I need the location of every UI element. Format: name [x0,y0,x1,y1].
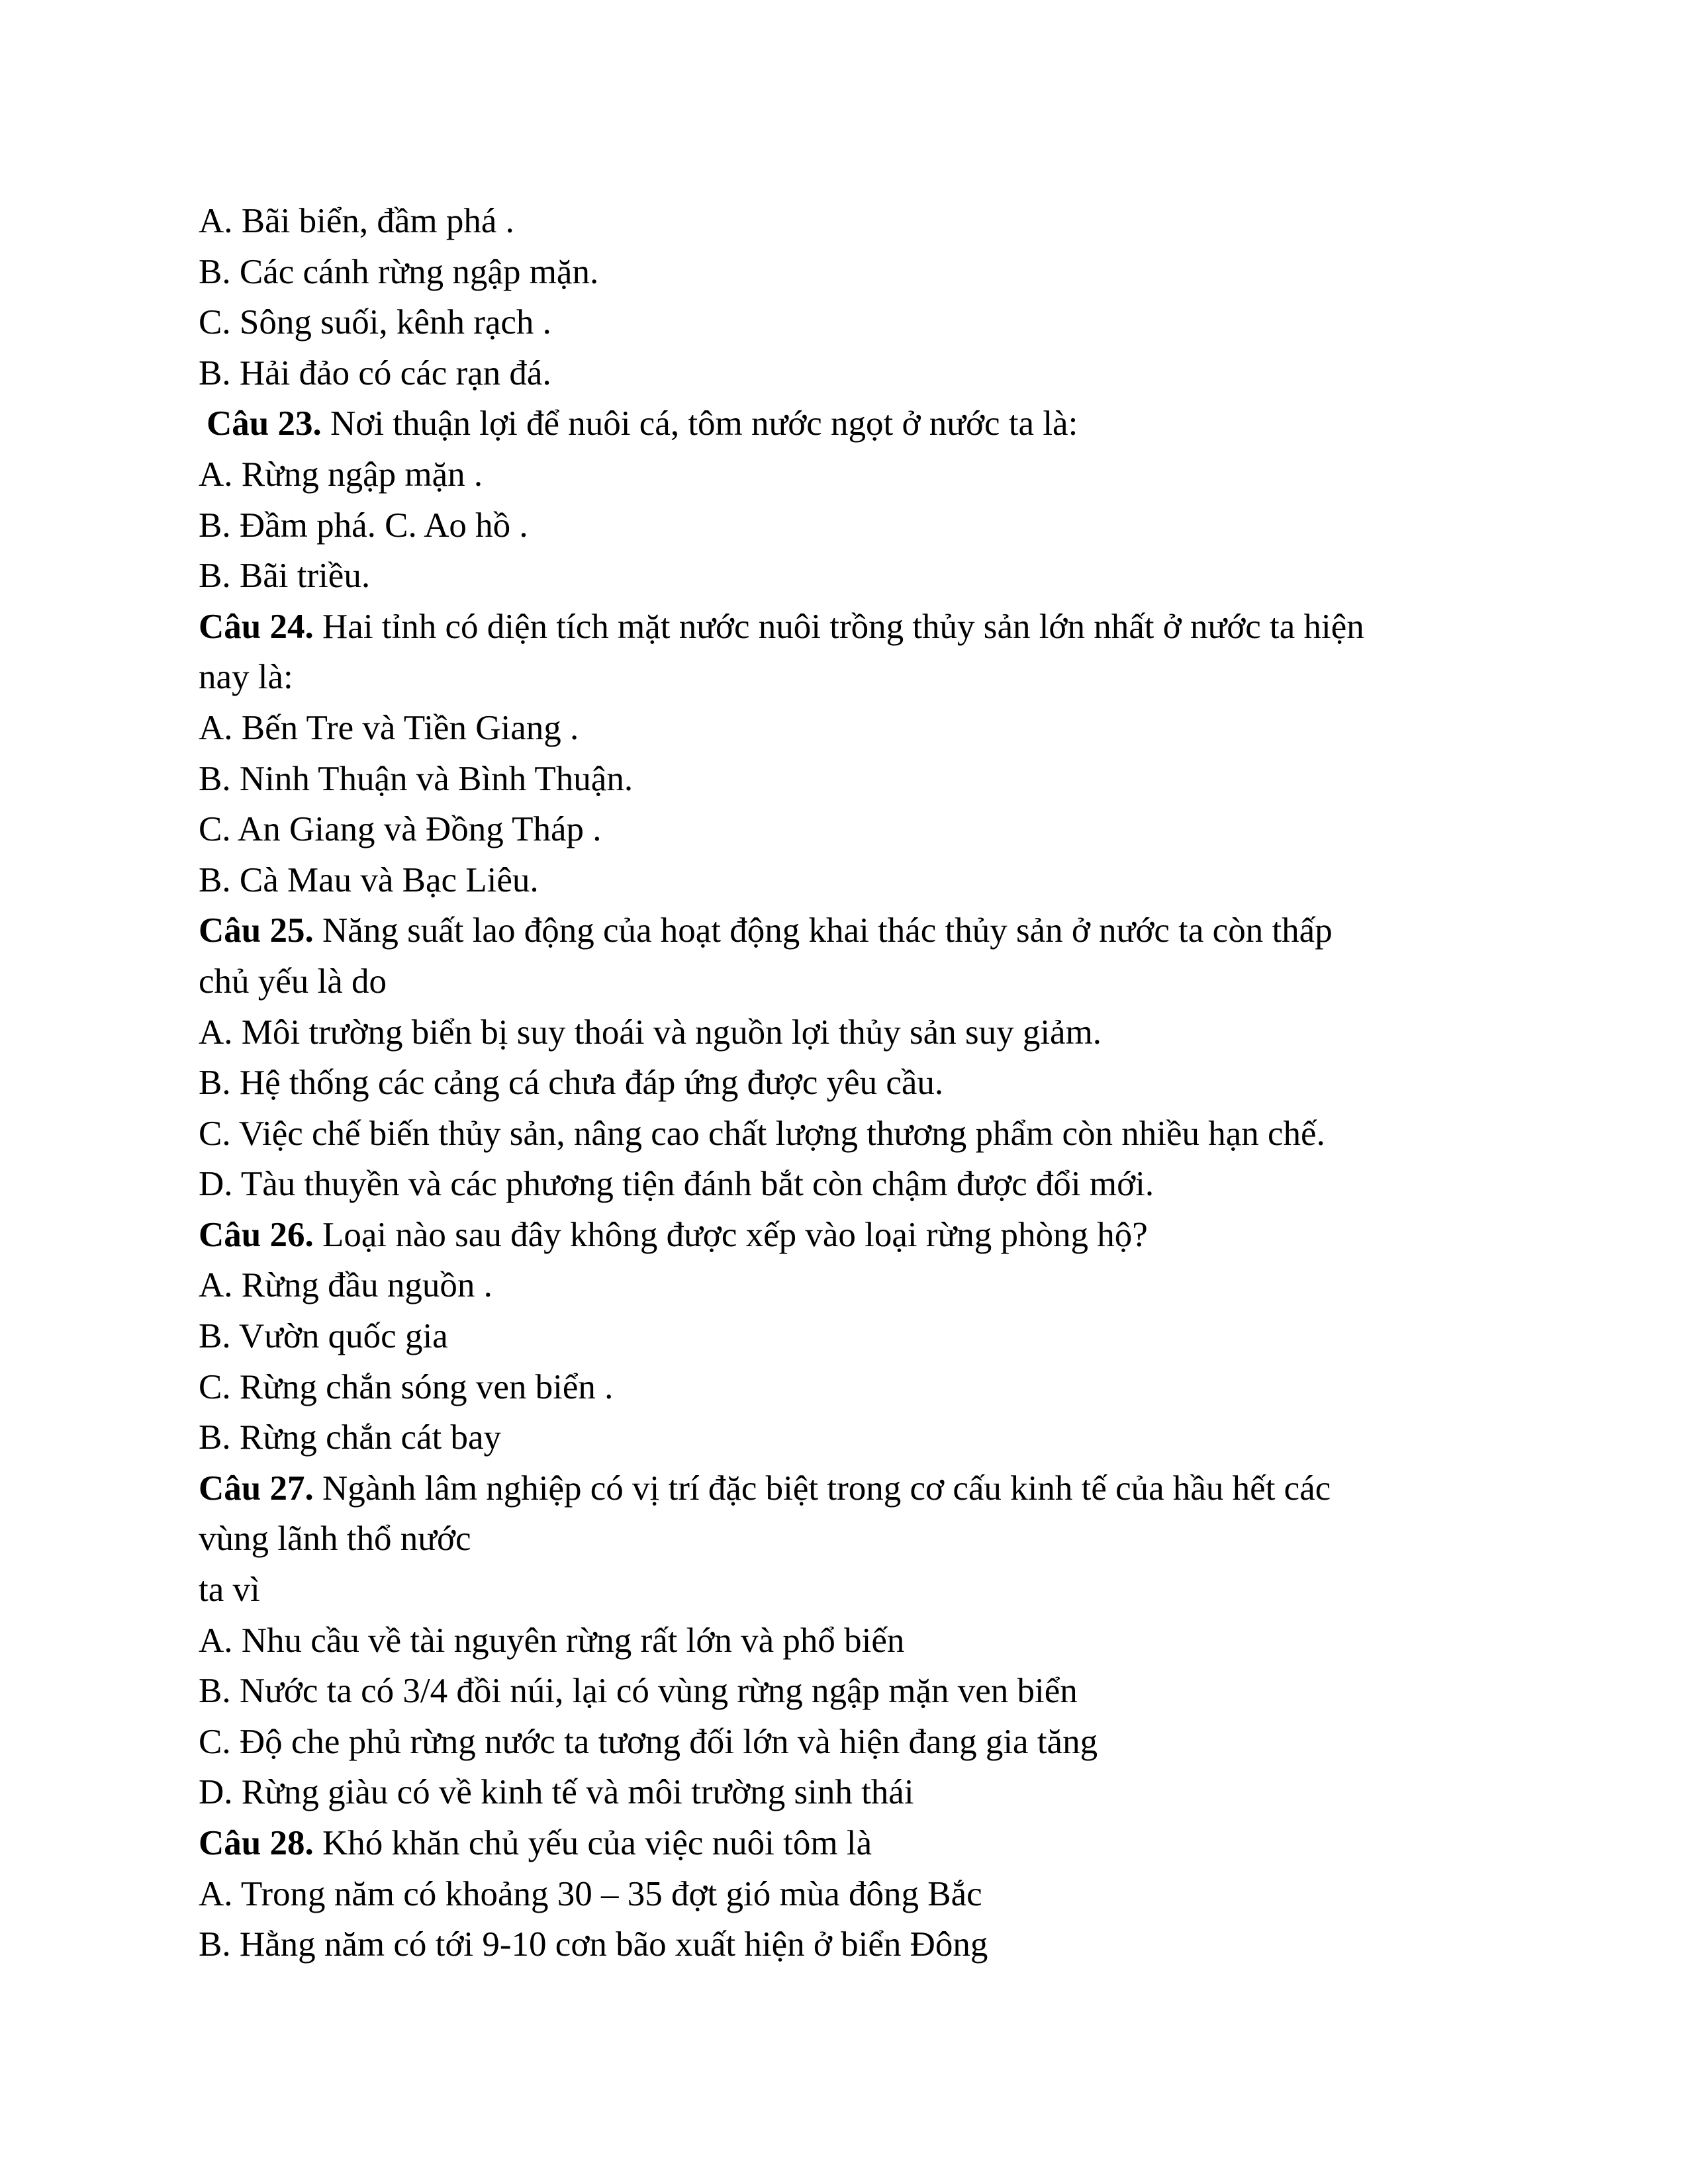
answer-line: B. Ninh Thuận và Bình Thuận. [199,759,633,798]
answer-line: D. Rừng giàu có về kinh tế và môi trường sinh thái [199,1773,914,1812]
question-continuation: vùng lãnh thổ nước [199,1520,471,1559]
answer-line: A. Môi trường biển bị suy thoái và nguồn lợi thủy sản suy giảm. [199,1013,1102,1052]
answer-line: B. Hằng năm có tới 9-10 cơn bão xuất hiện ở biển Đông [199,1925,988,1964]
answer-line: C. Độ che phủ rừng nước ta tương đối lớn và hiện đang gia tăng [199,1722,1098,1761]
question-continuation: ta vì [199,1570,260,1610]
answer-line: B. Đầm phá. C. Ao hồ . [199,506,528,545]
answer-line: A. Rừng đầu nguồn . [199,1266,492,1305]
answer-line: B. Cà Mau và Bạc Liêu. [199,860,539,899]
question-line: Câu 26. Loại nào sau đây không được xếp vào loại rừng phòng hộ? [199,1215,1148,1254]
question-line: Câu 24. Hai tỉnh có diện tích mặt nước nuôi trồng thủy sản lớn nhất ở nước ta hiện [199,607,1364,646]
question-label: Câu 23. [207,404,322,443]
answer-line: B. Các cánh rừng ngập mặn. [199,252,599,291]
question-label: Câu 24. [199,607,314,646]
question-line: Câu 28. Khó khăn chủ yếu của việc nuôi tôm là [199,1824,872,1862]
question-label: Câu 25. [199,911,314,950]
answer-line: A. Bãi biển, đầm phá . [199,202,514,240]
question-label: Câu 26. [199,1215,314,1254]
question-continuation: nay là: [199,658,293,697]
answer-line: B. Rừng chắn cát bay [199,1418,502,1457]
answer-line: A. Rừng ngập mặn . [199,455,483,494]
answer-line: A. Nhu cầu về tài nguyên rừng rất lớn và phổ biến [199,1621,905,1660]
question-continuation: chủ yếu là do [199,962,387,1001]
question-label: Câu 27. [199,1469,314,1508]
answer-line: C. An Giang và Đồng Tháp . [199,810,602,849]
document-page [199,196,1489,1970]
question-line: Câu 25. Năng suất lao động của hoạt động khai thác thủy sản ở nước ta còn thấp [199,911,1333,950]
answer-line: D. Tàu thuyền và các phương tiện đánh bắt còn chậm được đổi mới. [199,1165,1154,1204]
answer-line: A. Trong năm có khoảng 30 – 35 đợt gió mùa đông Bắc [199,1874,982,1913]
answer-line: B. Vườn quốc gia [199,1317,448,1356]
answer-line: C. Sông suối, kênh rạch . [199,303,551,342]
answer-line: B. Hải đảo có các rạn đá. [199,353,551,392]
answer-line: C. Việc chế biến thủy sản, nâng cao chất lượng thương phẩm còn nhiều hạn chế. [199,1114,1325,1153]
answer-line: B. Hệ thống các cảng cá chưa đáp ứng được yêu cầu. [199,1064,944,1103]
answer-line: A. Bến Tre và Tiền Giang . [199,708,579,747]
answer-line: C. Rừng chắn sóng ven biển . [199,1367,614,1406]
answer-line: B. Bãi triều. [199,557,371,596]
question-line: Câu 23. Nơi thuận lợi để nuôi cá, tôm nước ngọt ở nước ta là: [207,404,1078,443]
question-label: Câu 28. [199,1824,314,1862]
answer-line: B. Nước ta có 3/4 đồi núi, lại có vùng rừng ngập mặn ven biển [199,1672,1078,1711]
question-line: Câu 27. Ngành lâm nghiệp có vị trí đặc biệt trong cơ cấu kinh tế của hầu hết các [199,1469,1331,1508]
